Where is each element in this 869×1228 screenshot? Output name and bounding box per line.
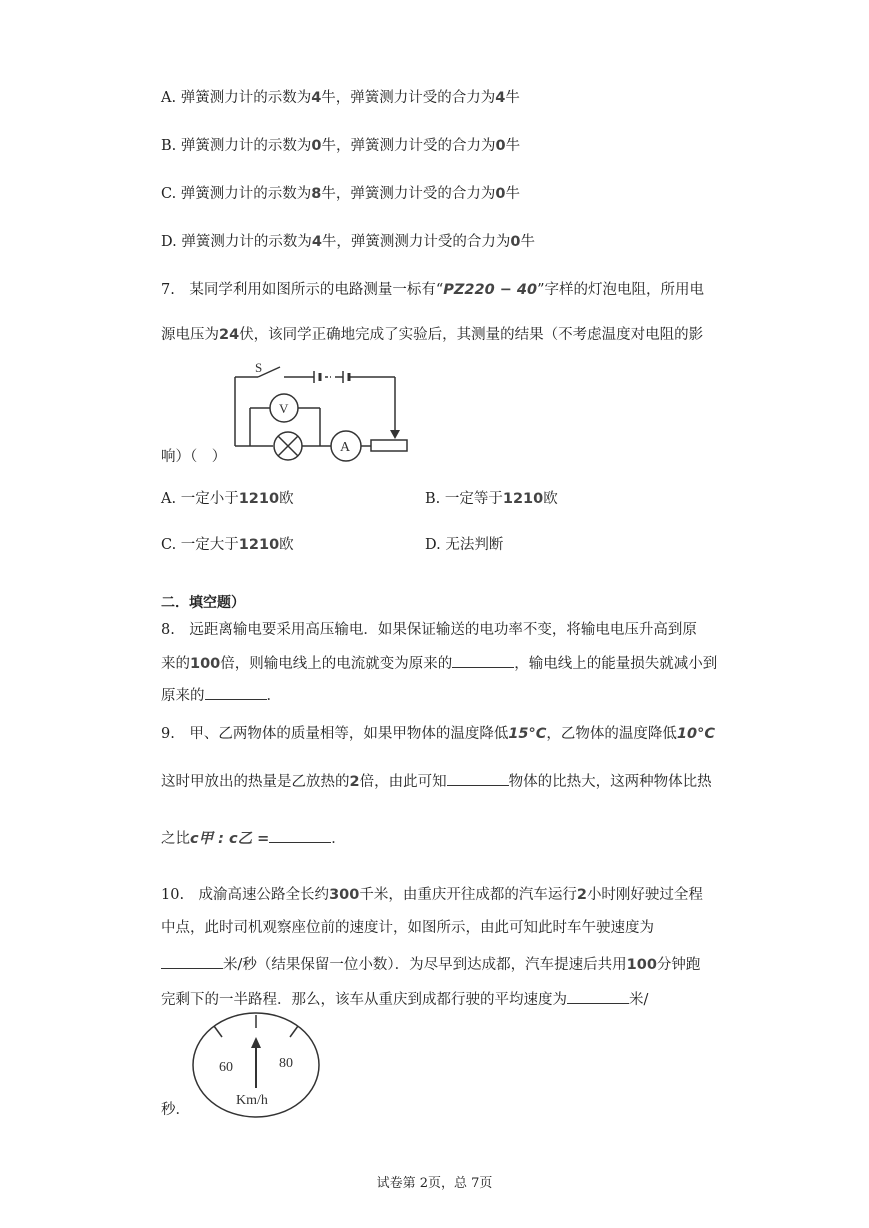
q9-text-3a: 之比 (161, 831, 190, 847)
q9-temp-2: 10°C (676, 726, 715, 742)
q9-blank-2[interactable] (269, 827, 331, 843)
q9-text-2a: 这时甲放出的热量是乙放热的 (161, 774, 350, 790)
needle-arrowhead (251, 1037, 261, 1048)
q10-line-4 (161, 988, 648, 1010)
q8-text-2c: ，输电线上的能量损失就减小到 (514, 656, 718, 672)
q7-text-1a: 7. 某同学利用如图所示的电路测量一标有“ (161, 282, 444, 298)
q9-line-2 (161, 770, 712, 792)
speedometer (190, 1010, 322, 1120)
q6-b-text: B. 弹簧测力计的示数为 (161, 138, 312, 154)
q6-a-value2: 4 (495, 90, 506, 106)
section-title: 二．填空题） (161, 595, 245, 611)
q9-text-1b: ，乙物体的温度降低 (546, 726, 677, 742)
q6-a-mid: 牛，弹簧测力计受的合力为 (321, 90, 496, 106)
q7-a-text: A. 一定小于 (161, 491, 239, 507)
q7-text-2b: 伏，该同学正确地完成了实验后，其测量的结果（不考虑温度对电阻的影 (239, 327, 704, 343)
q9-line-3 (161, 827, 346, 849)
q6-b-unit: 牛 (505, 138, 521, 154)
q9-temp-1: 15°C (508, 726, 547, 742)
q9-text-2c: 物体的比热大，这两种物体比热 (508, 774, 712, 790)
q6-c-value2: 0 (495, 186, 506, 202)
q7-c-unit: 欧 (279, 537, 294, 553)
q10-text-4a: 完剩下的一半路程．那么，该车从重庆到成都行驶的平均速度为 (161, 992, 567, 1008)
q6-d-value2: 0 (510, 234, 521, 250)
q9-text-2b: 倍，由此可知 (359, 774, 447, 790)
q8-line-1: 8. 远距离输电要采用高压输电．如果保证输送的电功率不变，将输电电压升高到原 (161, 622, 697, 638)
slider-arrow (390, 430, 400, 439)
q10-line-1 (161, 885, 703, 905)
q6-a-value1: 4 (311, 90, 322, 106)
q6-d-value1: 4 (311, 234, 322, 250)
q6-b-value1: 0 (311, 138, 322, 154)
rheostat (371, 440, 407, 451)
q9-text-3b: ． (331, 831, 346, 847)
q8-blank-1[interactable] (452, 652, 514, 668)
q6-c-unit: 牛 (505, 186, 520, 202)
q7-text-1b: ”字样的灯泡电阻，所用电 (537, 282, 705, 298)
q7-c-value: 1210 (238, 537, 280, 553)
q7-a-unit: 欧 (279, 491, 294, 507)
gauge-unit: Km/h (236, 1093, 268, 1108)
q8-text-3a: 原来的 (161, 688, 205, 704)
q6-option-a (161, 88, 520, 108)
q7-line-3: 响）（ ） (161, 449, 227, 465)
q7-voltage-value: 24 (219, 327, 240, 343)
gauge-label-80: 80 (279, 1056, 293, 1071)
q8-line-3 (161, 684, 281, 706)
q7-option-c (161, 535, 294, 555)
q7-b-unit: 欧 (543, 491, 558, 507)
q10-text-1c: 小时刚好驶过全程 (586, 887, 703, 903)
q7-option-b (425, 489, 558, 509)
q7-line-2 (161, 325, 703, 345)
q6-c-mid: 牛，弹簧测力计受的合力为 (321, 186, 496, 202)
q6-option-c (161, 184, 520, 204)
q9-line-1 (161, 724, 715, 744)
q6-c-value1: 8 (311, 186, 322, 202)
voltmeter-label: V (279, 401, 289, 416)
circuit-diagram (228, 360, 418, 470)
q10-hours: 2 (576, 887, 587, 903)
q7-b-text: B. 一定等于 (425, 491, 503, 507)
q7-c-text: C. 一定大于 (161, 537, 239, 553)
q8-blank-2[interactable] (205, 684, 267, 700)
q7-option-a (161, 489, 294, 509)
q10-blank-1[interactable] (161, 953, 223, 969)
q7-text-2a: 源电压为 (161, 327, 219, 343)
q7-line-1 (161, 280, 704, 300)
q6-option-d (161, 232, 535, 252)
q8-text-2b: 倍，则输电线上的电流就变为原来的 (220, 656, 453, 672)
q10-text-4b: 米/ (629, 992, 649, 1008)
q10-text-3b: 分钟跑 (656, 957, 701, 973)
q10-text-1b: 千米，由重庆开往成都的汽车运行 (359, 887, 577, 903)
q8-text-3b: ． (266, 688, 281, 704)
gauge-label-60: 60 (219, 1060, 233, 1075)
q7-formula: PZ220 − 40 (443, 282, 538, 298)
q6-b-mid: 牛，弹簧测力计受的合力为 (321, 138, 496, 154)
q10-minutes: 100 (626, 957, 657, 973)
q8-value: 100 (190, 656, 221, 672)
q6-d-mid: 牛，弹簧测测力计受的合力为 (321, 234, 511, 250)
ammeter-label: A (340, 440, 351, 455)
q9-blank-1[interactable] (447, 770, 509, 786)
q10-text-3a: 米/秒（结果保留一位小数）．为尽早到达成都，汽车提速后共用 (223, 957, 627, 973)
q7-option-d: D. 无法判断 (425, 537, 504, 553)
page-footer: 试卷第 2页，总 7页 (376, 1176, 493, 1191)
q6-a-text: A. 弹簧测力计的示数为 (161, 90, 312, 106)
q6-d-text: D. 弹簧测力计的示数为 (161, 234, 312, 250)
q10-text-1a: 10. 成渝高速公路全长约 (161, 887, 330, 903)
q6-a-unit: 牛 (505, 90, 520, 106)
q10-line-5: 秒． (161, 1102, 190, 1118)
switch-label: S (255, 360, 263, 375)
q8-line-2 (161, 652, 717, 674)
q9-value: 2 (349, 774, 360, 790)
q9-formula: c甲 : c乙 = (190, 831, 270, 847)
q6-c-text: C. 弹簧测力计的示数为 (161, 186, 312, 202)
q10-blank-2[interactable] (567, 988, 629, 1004)
q6-option-b (161, 136, 520, 156)
q7-a-value: 1210 (238, 491, 280, 507)
q7-b-value: 1210 (502, 491, 544, 507)
q8-text-2a: 来的 (161, 656, 190, 672)
q10-distance: 300 (329, 887, 360, 903)
q10-line-3 (161, 953, 700, 975)
q9-text-1a: 9. 甲、乙两物体的质量相等，如果甲物体的温度降低 (161, 726, 509, 742)
q6-b-value2: 0 (495, 138, 506, 154)
q6-d-unit: 牛 (520, 234, 536, 250)
q10-line-2: 中点，此时司机观察座位前的速度计，如图所示，由此可知此时车午驶速度为 (161, 920, 654, 936)
